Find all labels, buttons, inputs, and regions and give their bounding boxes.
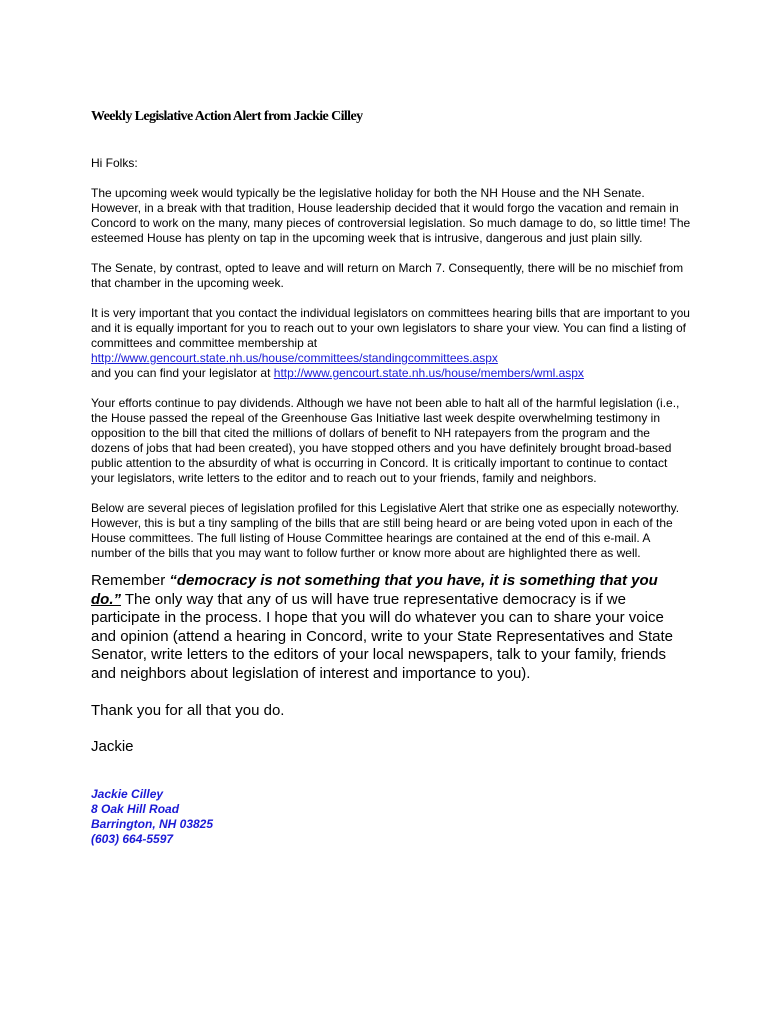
signature-phone: (603) 664-5597 <box>91 831 174 846</box>
paragraph-remember <box>91 572 691 684</box>
remember-lead: Remember <box>91 572 170 589</box>
democracy-quote-end: do.” <box>91 590 121 608</box>
paragraph-contact-text: It is very important that you contact the individual legislators on committees hearing bills that are important to you and it is equally important for you to reach out to your own legislators to share your view. You can find a listing of committees and committee membership at <box>91 306 690 350</box>
thanks-line: Thank you for all that you do. <box>91 701 285 719</box>
committees-link[interactable]: http://www.gencourt.state.nh.us/house/committees/standingcommittees.aspx <box>91 351 498 365</box>
signature-block <box>91 787 691 847</box>
paragraph-legislation-profiled: Below are several pieces of legislation profiled for this Legislative Alert that strike one as especially noteworthy. However, this is but a tiny sampling of the bills that are still being heard or are being voted upon in each of the House committees. The full listing of House Committee hearings are contained at the end of this e-mail. A number of the bills that you may want to follow further or know more about are highlighted there as well. <box>91 501 680 560</box>
signature-name: Jackie Cilley <box>91 786 164 801</box>
democracy-quote: “democracy is not something that you have, it is something that you <box>169 572 658 589</box>
legislator-lookup-link[interactable]: http://www.gencourt.state.nh.us/house/members/wml.aspx <box>273 366 584 380</box>
paragraph-dividends: Your efforts continue to pay dividends. Although we have not been able to halt all of the harmful legislation (i.e., the House passed the repeal of the Greenhouse Gas Initiative last week despite overwhelming testimony in opposition to the bill that cited the millions of dollars of benefit to NH ratepayers from the program and the dozens of jobs that had been created), you have stopped others and you have definitely brought broad-based public attention to the absurdity of what is occurring in Concord. It is critically important to continue to contact your legislators, write letters to the editor and to reach out to your friends, family and neighbors. <box>91 396 680 485</box>
document-content <box>91 108 691 847</box>
document-title: Weekly Legislative Action Alert from Jackie Cilley <box>91 109 363 124</box>
signature-street: 8 Oak Hill Road <box>91 801 180 816</box>
paragraph-holiday: The upcoming week would typically be the legislative holiday for both the NH House and the NH Senate. However, in a break with that tradition, House leadership decided that it would forgo the vacation and remain in Concord to work on the many, many pieces of controversial legislation. So much damage to do, so little time! The esteemed House has plenty on tap in the upcoming week that is intrusive, dangerous and just plain silly. <box>91 186 691 245</box>
signoff-name: Jackie <box>91 738 134 756</box>
paragraph-senate: The Senate, by contrast, opted to leave and will return on March 7. Consequently, there will be no mischief from that chamber in the upcoming week. <box>91 261 684 290</box>
greeting: Hi Folks: <box>91 156 138 170</box>
paragraph-contact-text-2: and you can find your legislator at <box>91 366 274 380</box>
remember-rest: The only way that any of us will have true representative democracy is if we participate in the process. I hope that you will do whatever you can to share your voice and opinion (attend a hearing in Concord, write to your State Representatives and State Senator, write letters to the editors of your local newspapers, talk to your family, friends and neighbors about legislation of interest and importance to you). <box>91 590 674 682</box>
signature-city: Barrington, NH 03825 <box>91 816 214 831</box>
paragraph-contact-legislators <box>91 306 691 381</box>
